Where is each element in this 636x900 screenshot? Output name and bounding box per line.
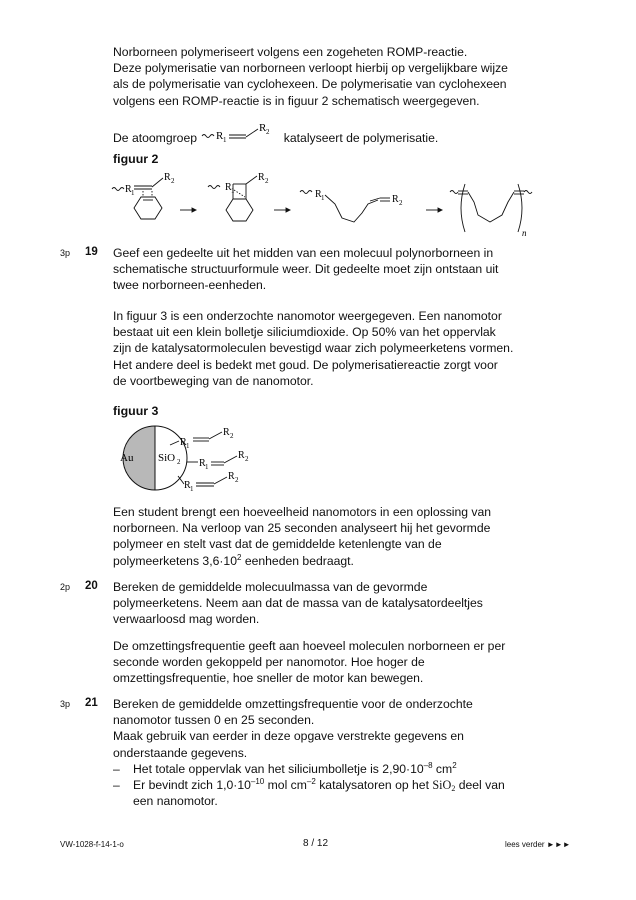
q21-points: 3p [60, 699, 71, 709]
svg-text:1: 1 [190, 485, 194, 493]
text-line: twee norborneen-eenheden. [113, 278, 267, 293]
text-line: Norborneen polymeriseert volgens een zogeheten ROMP-reactie. [113, 45, 468, 59]
q19-points: 3p [60, 248, 71, 258]
svg-text:1: 1 [205, 463, 209, 471]
svg-text:R: R [180, 437, 187, 448]
catalyst-text-pre: De atoomgroep [113, 131, 198, 145]
svg-text:1: 1 [131, 189, 135, 197]
svg-text:R: R [228, 471, 235, 482]
text-line: Bereken de gemiddelde molecuulmassa van de gevormde [113, 580, 428, 594]
text-line: de voortbeweging van de nanomotor. [113, 373, 314, 388]
svg-text:1: 1 [223, 136, 227, 144]
text-line: In figuur 3 is een onderzochte nanomotor weergegeven. Een nanomotor [113, 309, 502, 323]
bullet-item: – Er bevindt zich $1,0\cdot 10^{-10}$ mol $cm^{-2}$ katalysatoren op het SiO$_2$ deel van [113, 777, 505, 794]
text-line: seconde worden gekoppeld per nanomotor. Hoe hoger de [113, 655, 425, 670]
text-line: nanomotor tussen 0 en 25 seconden. [113, 713, 315, 728]
text-line: polymeer en stelt vast dat de gemiddelde ketenlengte van de [113, 537, 442, 552]
text-line: Maak gebruik van eerder in deze opgave verstrekte gegevens en [113, 729, 464, 744]
svg-text:2: 2 [265, 177, 269, 185]
q21-number: 21 [85, 697, 98, 709]
text-line: een nanomotor. [133, 794, 218, 809]
svg-text:R: R [164, 172, 171, 183]
svg-text:1: 1 [321, 194, 325, 202]
text-line: verwaarloosd mag worden. [113, 612, 260, 627]
text-line: De omzettingsfrequentie geeft aan hoeveel moleculen norborneen er per [113, 639, 506, 653]
frequency-paragraph [113, 638, 583, 687]
figure-2-label: figuur 2 [113, 152, 159, 166]
text-line: bestaat uit een klein bolletje siliciumdioxide. Op 50% van het oppervlak [113, 325, 496, 340]
svg-text:R: R [315, 189, 322, 200]
svg-text:2: 2 [230, 432, 234, 440]
nanomotor-paragraph [113, 308, 583, 389]
text-line: norborneen. Na verloop van 25 seconden analyseert hij het gevormde [113, 521, 491, 536]
text-line: schematische structuurformule weer. Dit gedeelte moet zijn ontstaan uit [113, 262, 499, 277]
svg-text:Au: Au [120, 452, 134, 464]
figure-2-diagram [108, 170, 548, 240]
svg-text:R: R [199, 458, 206, 469]
text-line: polymeerketens $3,6\cdot 10^2$ eenheden bedraagt. [113, 552, 354, 568]
svg-text:1: 1 [186, 442, 190, 450]
text-line: Deze polymerisatie van norborneen verloopt hierbij op vergelijkbare wijze [113, 61, 508, 76]
student-paragraph [113, 504, 583, 569]
svg-text:R: R [216, 130, 224, 142]
q20-points: 2p [60, 582, 71, 592]
figure-3-label: figuur 3 [113, 404, 159, 418]
svg-text:2: 2 [171, 177, 175, 185]
text-line: Het andere deel is bedekt met goud. De polymerisatiereactie zorgt voor [113, 357, 498, 372]
q21-text [113, 696, 583, 809]
q20-text [113, 579, 583, 628]
q19-number: 19 [85, 246, 98, 258]
svg-text:2: 2 [245, 455, 249, 463]
svg-text:2: 2 [177, 458, 181, 466]
svg-text:2: 2 [235, 476, 239, 484]
svg-text:R: R [259, 124, 267, 134]
q19-text [113, 245, 583, 294]
catalyst-group-structure [200, 124, 280, 146]
svg-text:R: R [258, 172, 265, 183]
svg-text:R: R [392, 194, 399, 205]
svg-text:R: R [238, 450, 245, 461]
text-line: zijn de katalysatormoleculen bevestigd waar zich polymeerketens vormen. [113, 341, 514, 356]
svg-text:2: 2 [399, 199, 403, 207]
figure-3-diagram [110, 424, 260, 494]
svg-text:n: n [522, 228, 527, 238]
bullet-item: – Het totale oppervlak van het siliciumbolletje is $2,90\cdot 10^{-8}$ $cm^2$ [113, 760, 457, 776]
text-line: volgens een ROMP-reactie is in figuur 2 schematisch weergegeven. [113, 93, 480, 108]
svg-text:R: R [125, 184, 132, 195]
text-line: onderstaande gegevens. [113, 745, 248, 760]
svg-text:2: 2 [266, 128, 270, 136]
svg-text:R: R [223, 427, 230, 438]
svg-text:1: 1 [231, 187, 235, 195]
svg-text:R: R [225, 182, 232, 193]
text-line: Bereken de gemiddelde omzettingsfrequentie voor de onderzochte [113, 697, 473, 711]
footer-next: lees verder ►►► [505, 840, 571, 849]
text-line: Geef een gedeelte uit het midden van een molecuul polynorborneen in [113, 246, 494, 260]
text-line: Een student brengt een hoeveelheid nanomotors in een oplossing van [113, 505, 492, 519]
svg-text:R: R [184, 480, 191, 491]
page-number: 8 / 12 [303, 838, 329, 849]
text-line: omzettingsfrequentie, hoe sneller de motor kan bewegen. [113, 671, 424, 686]
text-line: als de polymerisatie van cyclohexeen. De polymerisatie van cyclohexeen [113, 77, 507, 92]
svg-text:SiO: SiO [158, 452, 176, 464]
q20-number: 20 [85, 580, 98, 592]
catalyst-text-post: katalyseert de polymerisatie. [283, 131, 439, 145]
intro-paragraph [113, 44, 583, 109]
footer-code: VW-1028-f-14-1-o [60, 840, 124, 849]
catalyst-line [113, 124, 583, 146]
text-line: polymeerketens. Neem aan dat de massa van de katalysatordeeltjes [113, 596, 483, 611]
